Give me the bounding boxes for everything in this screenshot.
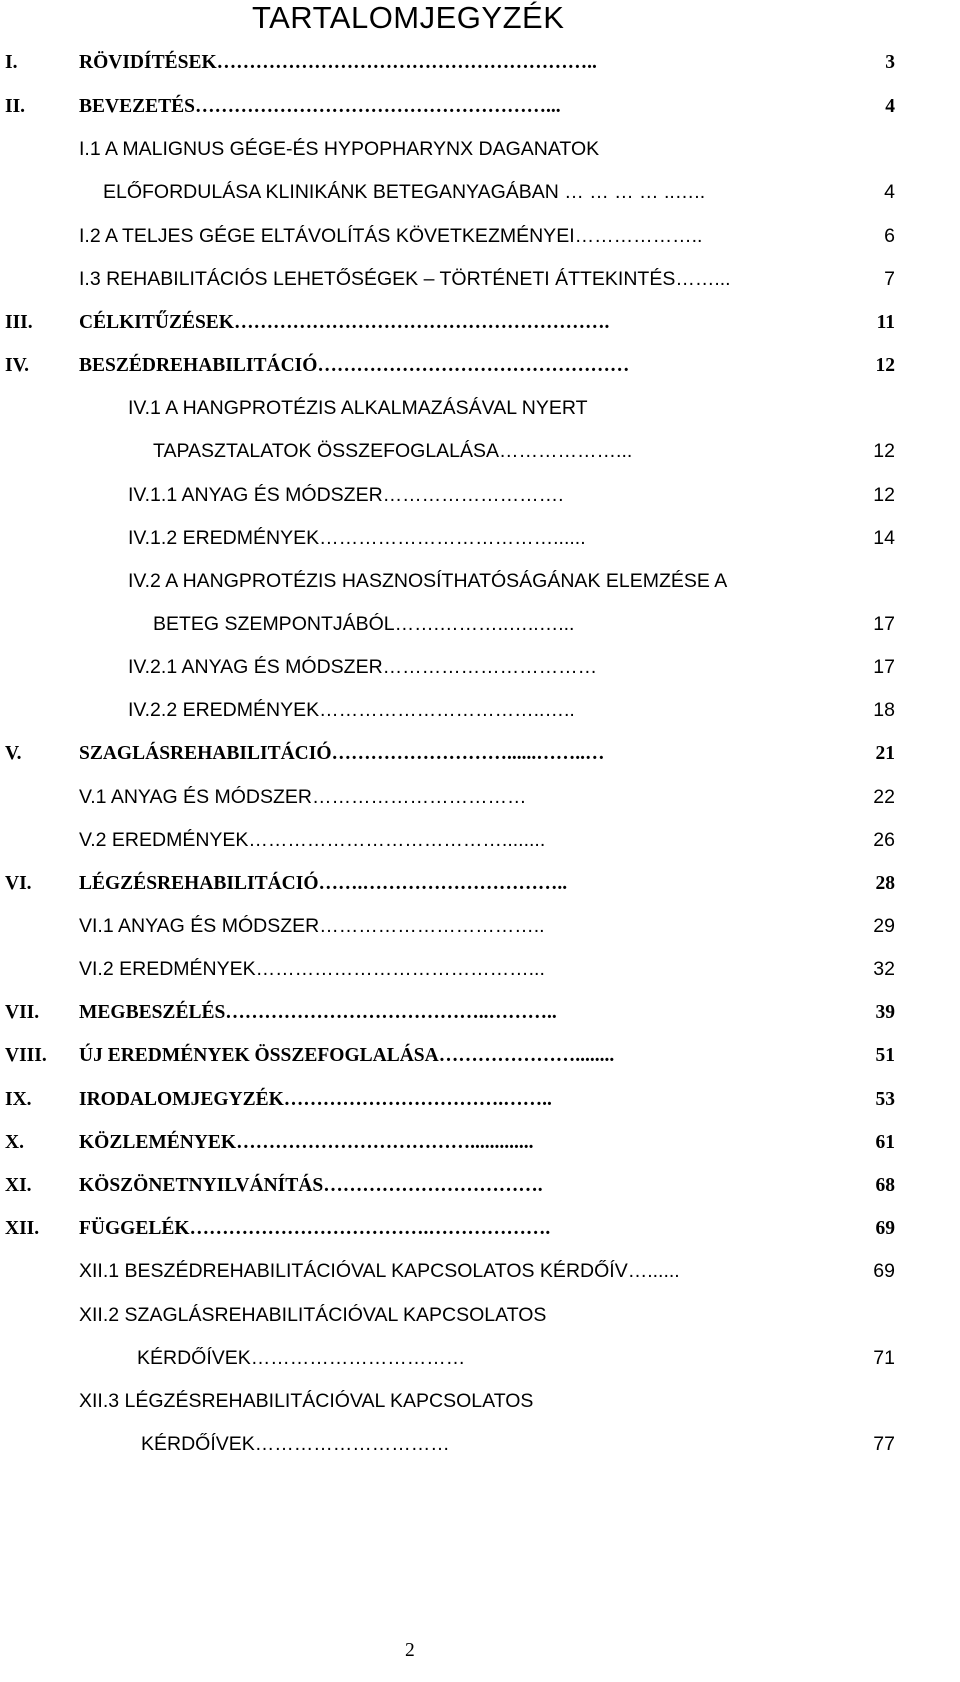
toc-entry-number: IV.: [5, 355, 30, 376]
toc-entry-title: IV.1 A HANGPROTÉZIS ALKALMAZÁSÁVAL NYERT: [128, 397, 588, 419]
toc-entry-number: XII.: [5, 1218, 40, 1239]
toc-subentry-iv2-line1[interactable]: [128, 572, 727, 592]
toc-entry-title: BEVEZETÉS………………………………………………...: [79, 96, 561, 117]
toc-entry-title: VI.1 ANYAG ÉS MÓDSZER……………………………..: [79, 915, 545, 937]
toc-entry-page: 21: [875, 743, 895, 764]
toc-entry-page: 12: [873, 440, 895, 462]
toc-entry-title: ELŐFORDULÁSA KLINIKÁNK BETEGANYAGÁBAN … … … … ..…..: [103, 181, 706, 203]
toc-subentry-i1-line1[interactable]: [79, 140, 599, 160]
toc-entry-page: 61: [875, 1132, 895, 1153]
toc-entry-page: 53: [875, 1089, 895, 1110]
toc-title: TARTALOMJEGYZÉK: [252, 0, 565, 35]
toc-entry-title: CÉLKITŰZÉSEK………………………………………………….: [79, 312, 610, 333]
toc-entry-page: 12: [875, 355, 895, 376]
toc-entry-title: MEGBESZÉLÉS…………………………………..………..: [79, 1002, 557, 1023]
toc-entry-number: V.: [5, 743, 22, 764]
toc-entry-number: VIII.: [5, 1045, 47, 1066]
toc-entry-title: V.1 ANYAG ÉS MÓDSZER……………………………: [79, 786, 527, 808]
toc-entry-title: IV.1.2 EREDMÉNYEK………………………………......: [128, 527, 586, 549]
toc-entry-title: KÉRDŐÍVEK…………………………: [141, 1433, 450, 1455]
toc-entry-title: IV.1.1 ANYAG ÉS MÓDSZER……………………….: [128, 484, 564, 506]
toc-entry-title: BETEG SZEMPONTJÁBÓL…….………..…..…...: [153, 613, 575, 635]
toc-entry-page: 69: [873, 1260, 895, 1282]
toc-entry-page: 32: [873, 958, 895, 980]
toc-entry-title: TAPASZTALATOK ÖSSZEFOGLALÁSA………………...: [153, 440, 633, 462]
toc-entry-number: III.: [5, 312, 33, 333]
toc-entry-page: 3: [885, 52, 895, 73]
toc-entry-number: XI.: [5, 1175, 32, 1196]
toc-entry-page: 14: [873, 527, 895, 549]
toc-entry-title: KÖZLEMÉNYEK……………………………….............: [79, 1132, 534, 1153]
toc-entry-title: I.1 A MALIGNUS GÉGE-ÉS HYPOPHARYNX DAGANATOK: [79, 138, 600, 160]
toc-entry-title: FÜGGELÉK……………………………….……………….: [79, 1218, 551, 1239]
toc-entry-page: 18: [873, 699, 895, 721]
toc-entry-page: 4: [884, 181, 895, 203]
toc-entry-page: 4: [885, 96, 895, 117]
toc-entry-title: SZAGLÁSREHABILITÁCIÓ………………………......……..…: [79, 743, 605, 764]
toc-entry-page: 77: [873, 1433, 895, 1455]
page-number: 2: [405, 1640, 415, 1661]
toc-entry-page: 6: [884, 225, 895, 247]
toc-entry-number: II.: [5, 96, 26, 117]
toc-entry-title: I.2 A TELJES GÉGE ELTÁVOLÍTÁS KÖVETKEZMÉNYEI………………..: [79, 225, 703, 247]
toc-entry-title: XII.1 BESZÉDREHABILITÁCIÓVAL KAPCSOLATOS KÉRDŐÍV…......: [79, 1260, 680, 1282]
toc-entry-page: 28: [875, 873, 895, 894]
toc-entry-page: 69: [875, 1218, 895, 1239]
toc-entry-title: XII.3 LÉGZÉSREHABILITÁCIÓVAL KAPCSOLATOS: [79, 1390, 534, 1412]
toc-entry-page: 51: [875, 1045, 895, 1066]
toc-entry-number: X.: [5, 1132, 24, 1153]
toc-entry-number: VII.: [5, 1002, 40, 1023]
toc-entry-page: 39: [875, 1002, 895, 1023]
toc-entry-title: IV.2.1 ANYAG ÉS MÓDSZER……………………………: [128, 656, 598, 678]
toc-entry-page: 12: [873, 484, 895, 506]
toc-entry-page: 11: [876, 312, 895, 333]
toc-entry-title: XII.2 SZAGLÁSREHABILITÁCIÓVAL KAPCSOLATOS: [79, 1304, 547, 1326]
toc-entry-page: 71: [873, 1347, 895, 1369]
toc-entry-number: I.: [5, 52, 18, 73]
toc-subentry-xii3-line1[interactable]: [79, 1392, 533, 1412]
toc-entry-title: RÖVIDÍTÉSEK…………………………………………………..: [79, 52, 597, 73]
toc-entry-title: VI.2 EREDMÉNYEK……………………………………...: [79, 958, 545, 980]
toc-entry-title: V.2 EREDMÉNYEK…………………………………........: [79, 829, 546, 851]
toc-entry-page: 68: [875, 1175, 895, 1196]
toc-entry-page: 26: [873, 829, 895, 851]
toc-entry-title: IV.2.2 EREDMÉNYEK……………………………..…..: [128, 699, 575, 721]
toc-entry-title: KÖSZÖNETNYILVÁNÍTÁS…………………………….: [79, 1175, 543, 1196]
toc-entry-page: 17: [873, 613, 895, 635]
toc-entry-number: IX.: [5, 1089, 32, 1110]
toc-entry-title: ÚJ EREDMÉNYEK ÖSSZEFOGLALÁSA…………………........: [79, 1045, 615, 1066]
toc-entry-title: LÉGZÉSREHABILITÁCIÓ…….…………………………..: [79, 873, 568, 894]
toc-entry-page: 17: [873, 656, 895, 678]
toc-entry-number: VI.: [5, 873, 32, 894]
toc-entry-title: IV.2 A HANGPROTÉZIS HASZNOSÍTHATÓSÁGÁNAK ELEMZÉSE A: [128, 570, 728, 592]
toc-entry-title: KÉRDŐÍVEK……………………………: [137, 1347, 466, 1369]
toc-entry-page: 7: [884, 268, 895, 290]
toc-entry-title: BESZÉDREHABILITÁCIÓ…………………………………………: [79, 355, 630, 376]
toc-subentry-iv1-line1[interactable]: [128, 399, 588, 419]
toc-entry-page: 29: [873, 915, 895, 937]
toc-subentry-xii2-line1[interactable]: [79, 1306, 546, 1326]
toc-entry-page: 22: [873, 786, 895, 808]
toc-entry-title: IRODALOMJEGYZÉK…………………………….……..: [79, 1089, 552, 1110]
toc-entry-title: I.3 REHABILITÁCIÓS LEHETŐSÉGEK – TÖRTÉNETI ÁTTEKINTÉS……...: [79, 268, 731, 290]
